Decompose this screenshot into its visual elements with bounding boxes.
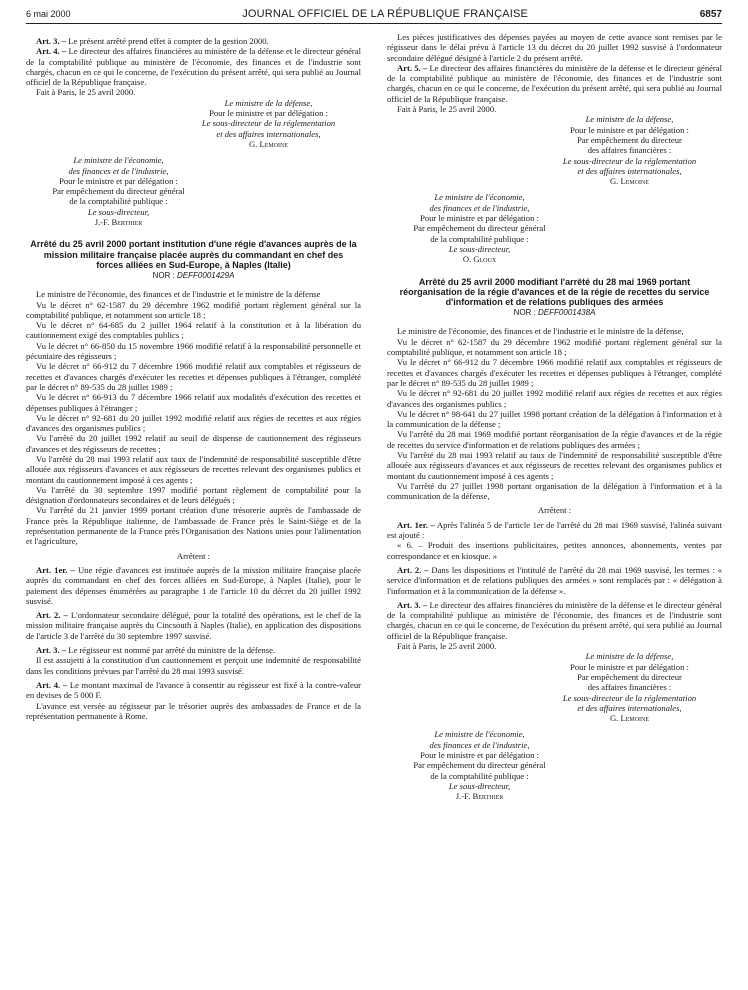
article-paragraph: Art. 1er. – Après l'alinéa 5 de l'article 1er de l'arrêté du 28 mai 1969 susvisé, l'alinéa suivant est ajouté : bbox=[387, 519, 722, 541]
visa-paragraph: Le ministre de l'économie, des finances et de l'industrie et le ministre de la défense, bbox=[397, 326, 684, 337]
header-date: 6 mai 2000 bbox=[26, 9, 71, 19]
page-number: 6857 bbox=[699, 9, 722, 20]
signature-block: Le ministre de l'économie, des finances et de l'industrie, Pour le ministre et par délégation : Par empêchement du directeur général de la comptabilité publique : Le sous-directeur, J.-F. Berthier bbox=[52, 155, 185, 228]
article-paragraph: Art. 3. – Le directeur des affaires financières du ministère de la défense et le directeur général de la comptabilité publique au ministère de l'économie, des finances et de l'industrie sont chargés, chacun en ce qui le concerne, de l'exécution du présent arrêté, qui sera publié au Journal officiel de la République française. bbox=[387, 599, 722, 641]
article-paragraph: « 6. – Produit des insertions publicitaires, petites annonces, abonnements, ventes par correspondance et en kiosque. » bbox=[387, 540, 722, 561]
journal-title: JOURNAL OFFICIEL DE LA RÉPUBLIQUE FRANÇAISE bbox=[242, 8, 529, 20]
nor-reference: NOR : DEFF0001429A bbox=[152, 270, 235, 280]
arretent-heading: Arrêtent : bbox=[176, 550, 211, 561]
signature-block: Le ministre de l'économie, des finances et de l'industrie, Pour le ministre et par délégation : Par empêchement du directeur général de la comptabilité publique : Le sous-directeur, O. Gloux bbox=[413, 192, 546, 265]
visa-paragraph: Vu le décret n° 66-912 du 7 décembre 1966 modifié relatif aux comptables et régisseurs de recettes et d'avances chargés d'exécuter les recettes et dépenses publiques à l'étranger, complété par le décret n° 89-535 du 28 juillet 1989 ; bbox=[387, 357, 722, 388]
article-paragraph: Art. 3. – Le présent arrêté prend effet à compter de la gestion 2000. bbox=[36, 36, 269, 46]
article-paragraph: Art. 2. – L'ordonnateur secondaire délégué, pour la totalité des opérations, est le chef de la mission militaire française auprès du Cincsouth à Naples (Italie), en application des dispositions de l'article 3 de l'arrêté du 30 septembre 1997 susvisé. bbox=[26, 610, 361, 641]
visa-paragraph: Vu l'arrêté du 28 mai 1969 modifié portant réorganisation de la régie d'avances et de la régie de recettes du service d'information et de relations publiques des armées ; bbox=[387, 429, 722, 450]
article-paragraph: Art. 1er. – Une régie d'avances est instituée auprès de la mission militaire française placée auprès du commandant en chef des forces alliées en Sud-Europe, à Naples (Italie), pour le paiement des dépenses énumérées au paragraphe 1 de l'article 10 du décret du 20 juillet 1992 susvisé. bbox=[26, 564, 361, 606]
visa-paragraph: Vu l'arrêté du 21 janvier 1999 portant création d'une trésorerie auprès de l'ambassade de France près la République italienne, de l'ambassade de France près le Saint-Siège et de la représentation permanente de la France près l'Organisation des Nations unies pour l'alimentation et l'agriculture, bbox=[26, 505, 361, 547]
visa-paragraph: Vu le décret n° 98-641 du 27 juillet 1998 portant création de la délégation à l'information et à la communication de la défense ; bbox=[387, 408, 722, 430]
signature-block: Le ministre de l'économie, des finances et de l'industrie, Pour le ministre et par délégation : Par empêchement du directeur général de la comptabilité publique : Le sous-directeur, J.-F. Berthier bbox=[413, 729, 546, 802]
fait-line: Fait à Paris, le 25 avril 2000. bbox=[36, 87, 136, 98]
signature-block: Le ministre de la défense, Pour le ministre et par délégation : Le sous-directeur de la réglementation et des affaires internationales, G. Lemoine bbox=[201, 97, 336, 149]
article-paragraph: Art. 5. – Le directeur des affaires financières du ministère de la défense et le directeur général de la comptabilité publique au ministère de l'économie, des finances et de l'industrie sont chargés, chacun en ce qui le concerne, de l'exécution du présent arrêté, qui sera publié au Journal officiel de la République française. bbox=[387, 62, 722, 104]
visa-paragraph: Vu le décret n° 62-1587 du 29 décembre 1962 modifié portant règlement général sur la comptabilité publique, et notamment son article 18 ; bbox=[387, 336, 722, 358]
signature-block: Le ministre de la défense, Pour le ministre et par délégation : Par empêchement du directeur des affaires financières : Le sous-directeur de la réglementation et des affaires internationales, G. Lemoine bbox=[562, 114, 697, 187]
article-paragraph: Art. 4. – Le directeur des affaires financières au ministère de la défense et le directeur général de la comptabilité publique au ministère de l'économie, des finances et de l'industrie sont chargés, chacun en ce qui le concerne, de l'exécution du présent arrêté, qui sera publié au Journal officiel de la République française. bbox=[26, 46, 361, 88]
visa-paragraph: Vu l'arrêté du 30 septembre 1997 modifié portant règlement de comptabilité pour la désignation d'ordonnateurs secondaires et de leurs délégués ; bbox=[26, 484, 361, 506]
visa-paragraph: Vu le décret n° 92-681 du 20 juillet 1992 modifié relatif aux régies de recettes et aux régies d'avances des organismes publics ; bbox=[26, 412, 361, 434]
right-column bbox=[387, 32, 722, 802]
visa-paragraph: Vu le décret n° 92-681 du 20 juillet 1992 modifié relatif aux régies de recettes et aux régies d'avances des organismes publics ; bbox=[387, 388, 722, 409]
arretent-heading: Arrêtent : bbox=[537, 505, 572, 516]
visa-paragraph: Vu le décret n° 62-1587 du 29 décembre 1962 modifié portant règlement général sur la comptabilité publique, et notamment son article 18 ; bbox=[26, 299, 361, 320]
page-header bbox=[26, 8, 722, 24]
signature-block: Le ministre de la défense, Pour le ministre et par délégation : Par empêchement du directeur des affaires financières : Le sous-directeur de la réglementation et des affaires internationales, G. Lemoine bbox=[562, 651, 697, 724]
nor-reference: NOR : DEFF0001438A bbox=[513, 308, 596, 318]
decree-title: Arrêté du 25 avril 2000 modifiant l'arrêté du 28 mai 1969 portant réorganisation de la régie d'avances et de la régie de recettes du service d'information et de relations publiques des armées bbox=[399, 276, 710, 307]
visa-paragraph: Vu l'arrêté du 28 mai 1993 relatif aux taux de l'indemnité de responsabilité susceptible d'être allouée aux régisseurs d'avances et aux régisseurs de recettes relevant des organismes publics et montant du cautionnement imposé à ces agents ; bbox=[26, 454, 361, 485]
visa-paragraph: Vu l'arrêté du 28 mai 1993 relatif au taux de l'indemnité de responsabilité susceptible d'être allouée aux régisseurs d'avances et aux régisseurs de recettes relevant des organismes publics et montant du cautionnement imposé à ces agents ; bbox=[387, 450, 722, 481]
article-paragraph: Les pièces justificatives des dépenses payées au moyen de cette avance sont remises par le régisseur dans le délai prévu à l'article 13 du décret du 20 juillet 1992 susvisé à l'ordonnateur secondaire délégué désigné à l'article 2 du présent arrêté. bbox=[387, 32, 722, 63]
left-column bbox=[26, 32, 361, 802]
article-paragraph: Il est assujetti à la constitution d'un cautionnement et perçoit une indemnité de responsabilité dans les conditions prévues par l'arrêté du 28 mai 1993 susvisé. bbox=[26, 655, 361, 676]
article-paragraph: Art. 3. – Le régisseur est nommé par arrêté du ministre de la défense. bbox=[36, 645, 276, 656]
visa-paragraph: Le ministre de l'économie, des finances et de l'industrie et le ministre de la défense bbox=[36, 289, 321, 300]
fait-line: Fait à Paris, le 25 avril 2000. bbox=[397, 104, 497, 115]
decree-title: Arrêté du 25 avril 2000 portant institution d'une régie d'avances auprès de la mission militaire française placée auprès du commandant en chef des forces alliées en Sud-Europe, à Naples (Italie) bbox=[30, 239, 357, 270]
visa-paragraph: Vu le décret n° 64-685 du 2 juillet 1964 relatif à la constitution et à la libération du cautionnement exigé des comptables publics ; bbox=[26, 320, 361, 341]
article-paragraph: Art. 2. – Dans les dispositions et l'intitulé de l'arrêté du 28 mai 1969 susvisé, les termes : « service d'information et de relations publiques des armées » sont remplacés par : « délégation à l'information et à la communication de la défense ». bbox=[387, 564, 722, 596]
visa-paragraph: Vu le décret n° 66-850 du 15 novembre 1966 modifié relatif à la responsabilité personnelle et pécuniaire des régisseurs ; bbox=[26, 340, 361, 362]
visa-paragraph: Vu l'arrêté du 27 juillet 1998 portant organisation de la délégation à l'information et à la communication de la défense, bbox=[387, 480, 722, 502]
fait-line: Fait à Paris, le 25 avril 2000. bbox=[397, 641, 497, 652]
article-paragraph: L'avance est versée au régisseur par le trésorier auprès des ambassades de France et de la représentation permanente à Rome. bbox=[26, 700, 361, 721]
visa-paragraph: Vu l'arrêté du 20 juillet 1992 relatif au seuil de dispense de cautionnement des régisseurs d'avances et des régisseurs de recettes ; bbox=[26, 433, 361, 454]
visa-paragraph: Vu le décret n° 66-913 du 7 décembre 1966 relatif aux modalités d'exécution des recettes et dépenses publiques à l'étranger ; bbox=[26, 392, 361, 413]
article-paragraph: Art. 4. – Le montant maximal de l'avance à consentir au régisseur est fixé à la contre-valeur en devises de 5 000 F. bbox=[26, 679, 362, 701]
visa-paragraph: Vu le décret n° 66-912 du 7 décembre 1966 modifié relatif aux comptables et régisseurs de recettes et d'avances chargés d'exécuter les recettes et dépenses publiques à l'étranger, complété par le décret n° 89-535 du 28 juillet 1989 ; bbox=[26, 361, 361, 392]
